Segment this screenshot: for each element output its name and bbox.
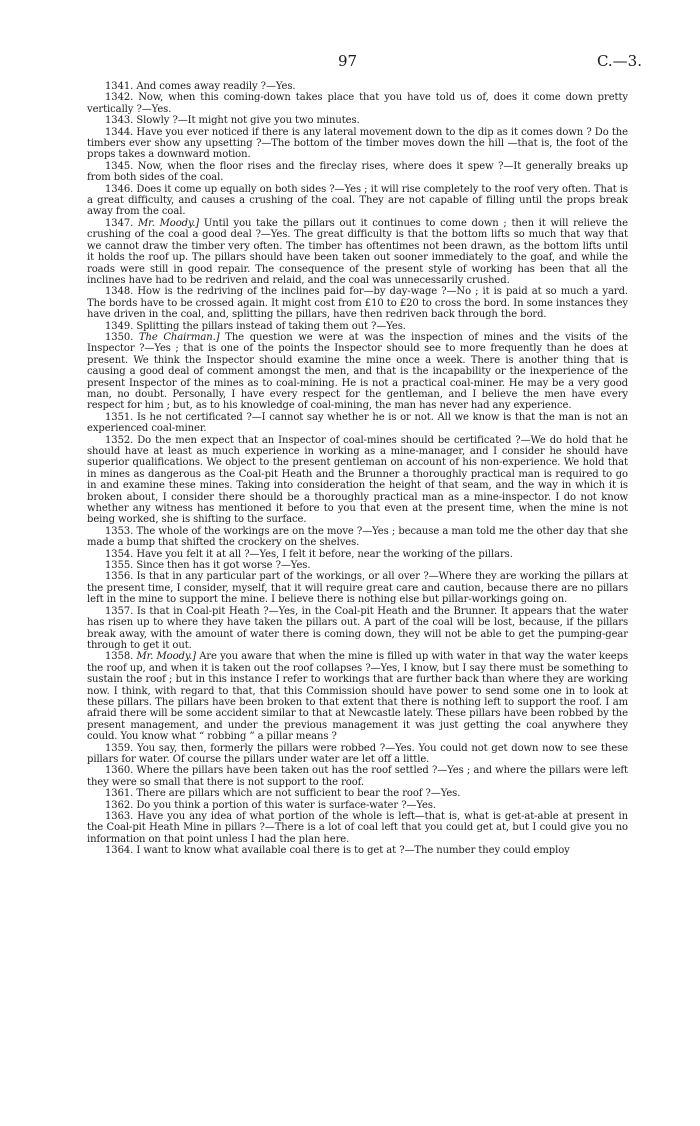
question-number: 1342. bbox=[105, 92, 134, 104]
testimony-entry bbox=[87, 811, 628, 845]
question-number: 1349. bbox=[105, 320, 134, 332]
question-number: 1362. bbox=[105, 799, 134, 811]
testimony-entry bbox=[87, 92, 628, 115]
question-answer-text: The whole of the workings are on the move ?—Yes ; because a man told me the other day that she made a bump that shifted the crockery on the shelves. bbox=[87, 525, 628, 549]
question-answer-text: Do the men expect that an Inspector of coal-mines should be certificated ?—We do hold that he should have at least as much experience in working as a mine-manager, and I consider he should have superior qualifications. We object to the present gentleman on account of his non-experience. We hold that in mines as dangerous as the Coal-pit Heath and the Brunner a thoroughly practical man is required to go in and examine these mines. Taking into consideration the height of that seam, and the way in which it is broken about, I consider there should be a thoroughly practical man as a mine-inspector. I do not know whether any witness has mentioned it before to you that even at the present time, when the mine is not being worked, she is shifting to the surface. bbox=[87, 434, 628, 526]
question-number: 1347. bbox=[105, 217, 134, 229]
question-answer-text: Do you think a portion of this water is surface-water ?—Yes. bbox=[136, 799, 437, 811]
question-number: 1363. bbox=[105, 811, 134, 822]
testimony-entry bbox=[87, 161, 628, 184]
testimony-entry bbox=[87, 435, 628, 526]
page-header bbox=[0, 52, 700, 72]
question-number: 1357. bbox=[105, 605, 134, 617]
question-number: 1364. bbox=[105, 845, 134, 857]
page-number: 97 bbox=[338, 52, 358, 70]
question-answer-text: Is that in any particular part of the workings, or all over ?—Where they are working the pillars at the present time, I consider, myself, that it will require great care and caution, because there are no pillars left in the mine to support the mine. I believe there is nothing else but pillar-workings going on. bbox=[87, 571, 628, 606]
question-answer-text: Until you take the pillars out it continues to come down ; then it will relieve the crushing of the coal a good deal ?—Yes. The great difficulty is that the bottom lifts so much that way that we cannot draw the timber very often. The timber has oftentimes not been drawn, as the bottom lifts until it holds the roof up. The pillars should have been taken out sooner immediately to the goaf, and while the roads were still in good repair. The consequence of the present style of working has been that all the inclines have had to be redriven and relaid, and the coal was unnecessarily crushed. bbox=[87, 217, 628, 286]
testimony-entry bbox=[87, 651, 628, 742]
question-answer-text: Is he not certificated ?—I cannot say whether he is or not. All we know is that the man is not an experienced coal-miner. bbox=[87, 411, 628, 435]
testimony-entry bbox=[87, 788, 628, 799]
question-answer-text: Slowly ?—It might not give you two minutes. bbox=[136, 115, 360, 127]
speaker-label: The Chairman.] bbox=[138, 331, 220, 343]
question-number: 1345. bbox=[105, 160, 134, 172]
testimony-entry bbox=[87, 321, 628, 332]
question-answer-text: There are pillars which are not sufficient to bear the roof ?—Yes. bbox=[136, 788, 461, 800]
speaker-label: Mr. Moody.] bbox=[137, 217, 200, 229]
testimony-entry bbox=[87, 127, 628, 161]
testimony-entry bbox=[87, 115, 628, 126]
question-answer-text: Is that in Coal-pit Heath ?—Yes, in the Coal-pit Heath and the Brunner. It appears that the water has risen up to where they have taken the pillars out. A part of the coal will be lost, because, if the pillars break away, with the amount of water there is coming down, they will not be able to get the pumping-gear through to get it out. bbox=[87, 605, 628, 651]
testimony-entry bbox=[87, 800, 628, 811]
testimony-entry bbox=[87, 81, 628, 92]
question-number: 1355. bbox=[105, 560, 134, 572]
question-answer-text: Where the pillars have been taken out has the roof settled ?—Yes ; and where the pillars were left they were so small that there is not support to the roof. bbox=[87, 765, 628, 788]
question-answer-text: Splitting the pillars instead of taking them out ?—Yes. bbox=[136, 320, 406, 332]
testimony-entry bbox=[87, 218, 628, 286]
testimony-entry bbox=[87, 765, 628, 788]
testimony-entry bbox=[87, 549, 628, 560]
question-number: 1341. bbox=[105, 81, 134, 92]
question-answer-text: Have you any idea of what portion of the whole is left—that is, what is get-at-able at present in the Coal-pit Heath Mine in pillars ?—There is a lot of coal left that you could get at, but I could give you no information on that point unless I had the plan here. bbox=[87, 811, 628, 845]
testimony-entry bbox=[87, 526, 628, 549]
question-answer-text: You say, then, formerly the pillars were robbed ?—Yes. You could not get down now to see these pillars for water. Of course the pillars under water are let off a little. bbox=[87, 742, 628, 765]
question-number: 1356. bbox=[105, 571, 134, 583]
question-number: 1351. bbox=[105, 411, 134, 423]
testimony-entry bbox=[87, 743, 628, 766]
question-number: 1358. bbox=[105, 651, 134, 663]
question-answer-text: Have you ever noticed if there is any lateral movement down to the dip as it comes down ? Do the timbers ever show any upsetting ?—The bottom of the timber moves down the hill —that is, the foot of the props takes a downward motion. bbox=[87, 126, 628, 161]
testimony-body bbox=[87, 81, 628, 857]
question-number: 1352. bbox=[105, 434, 134, 446]
question-answer-text: The question we were at was the inspection of mines and the visits of the Inspector ?—Yes ; that is one of the points the Inspector should see to more frequently than he does at present. We think the Inspector should examine the mine once a week. There is another thing that is causing a good deal of comment amongst the men, and that is the incapability or the inexperience of the present Inspector of the mines as to coal-mining. He is not a practical coal-miner. He may be a very good man, no doubt. Personally, I have every respect for the gentleman, and I believe the men have every respect for him ; but, as to his knowledge of coal-mining, the man has never had any experience. bbox=[87, 331, 628, 412]
speaker-label: Mr. Moody.] bbox=[136, 651, 197, 663]
testimony-entry bbox=[87, 606, 628, 652]
testimony-entry bbox=[87, 184, 628, 218]
testimony-entry bbox=[87, 571, 628, 605]
question-answer-text: And comes away readily ?—Yes. bbox=[136, 81, 296, 92]
question-number: 1346. bbox=[105, 183, 134, 195]
question-answer-text: Since then has it got worse ?—Yes. bbox=[136, 560, 311, 572]
question-answer-text: How is the redriving of the inclines paid for—by day-wage ?—No ; it is paid at so much a yard. The bords have to be crossed again. It might cost from £10 to £20 to cross the bord. In some instances they have driven in the coal, and, splitting the pillars, have then redriven back through the bord. bbox=[87, 286, 628, 321]
question-answer-text: Does it come up equally on both sides ?—Yes ; it will rise completely to the roof very often. That is a great difficulty, and causes a crushing of the coal. They are not capable of filling until the props break away from the coal. bbox=[87, 183, 628, 218]
question-number: 1360. bbox=[105, 765, 134, 777]
question-number: 1359. bbox=[105, 742, 134, 754]
question-number: 1361. bbox=[105, 788, 134, 800]
testimony-entry bbox=[87, 560, 628, 571]
question-number: 1343. bbox=[105, 115, 134, 127]
testimony-entry bbox=[87, 845, 628, 856]
question-number: 1348. bbox=[105, 286, 134, 298]
testimony-entry bbox=[87, 412, 628, 435]
question-answer-text: I want to know what available coal there is to get at ?—The number they could employ bbox=[136, 845, 570, 857]
testimony-entry bbox=[87, 286, 628, 320]
question-number: 1354. bbox=[105, 548, 134, 560]
question-answer-text: Now, when this coming-down takes place that you have told us of, does it come down pretty vertically ?—Yes. bbox=[87, 92, 628, 115]
question-answer-text: Have you felt it at all ?—Yes, I felt it before, near the working of the pillars. bbox=[136, 548, 513, 560]
document-reference: C.—3. bbox=[596, 52, 642, 70]
question-answer-text: Are you aware that when the mine is filled up with water in that way the water keeps the roof up, and when it is taken out the roof collapses ?—Yes, I know, but I say there must be something to sustain the roof ; but in this instance I refer to workings that are further back than where they are working now. I think, with regard to that, that this Commission should have power to send some one in to look at these pillars. The pillars have been broken to that extent that there is nothing left to support the roof. I am afraid there will be some accident similar to that at Newcastle lately. These pillars have been robbed by the present management, and under the previous management it was just getting the coal anywhere they could. You know what “ robbing ” a pillar means ? bbox=[87, 651, 629, 743]
testimony-entry bbox=[87, 332, 628, 412]
question-number: 1350. bbox=[105, 331, 134, 343]
question-answer-text: Now, when the floor rises and the fireclay rises, where does it spew ?—It generally breaks up from both sides of the coal. bbox=[87, 160, 628, 184]
question-number: 1344. bbox=[105, 126, 134, 138]
question-number: 1353. bbox=[105, 525, 134, 537]
